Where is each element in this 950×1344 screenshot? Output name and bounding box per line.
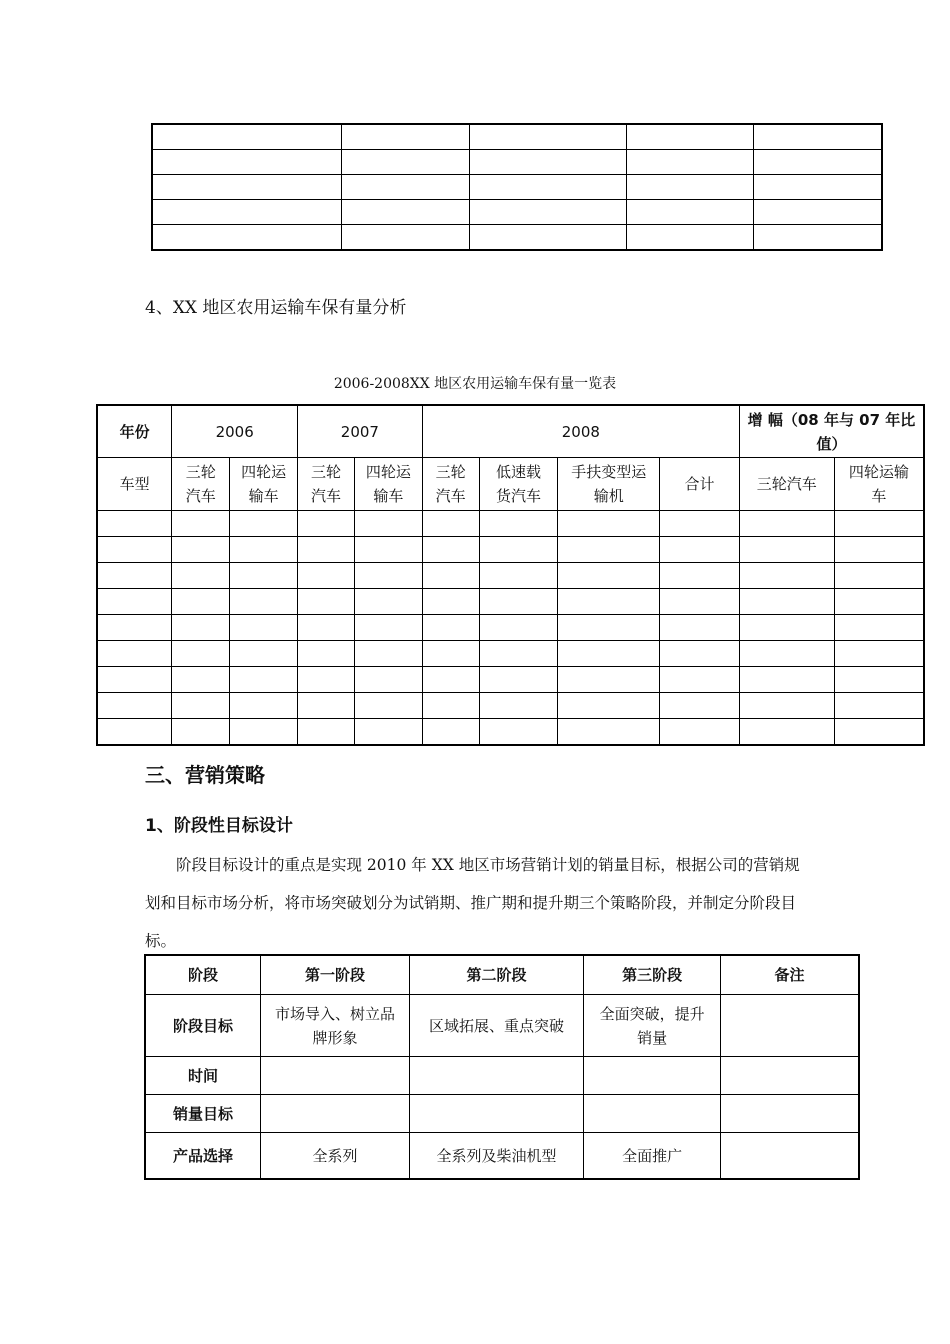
table-cell [627, 200, 754, 225]
table-cell [753, 175, 882, 200]
table-cell [469, 150, 627, 175]
vehicle-type-text: 输车 [373, 487, 404, 505]
year-2008-cell: 2008 [422, 405, 739, 458]
table-cell [660, 693, 740, 719]
table-cell [739, 641, 834, 667]
table-cell [298, 615, 355, 641]
stage-cell [720, 1133, 859, 1180]
table-row [97, 719, 924, 746]
table-cell [422, 589, 479, 615]
table-row [97, 615, 924, 641]
table-cell [172, 693, 230, 719]
table-cell [469, 200, 627, 225]
vehicle-type-text: 三轮 [310, 463, 341, 481]
table-cell [230, 641, 298, 667]
table-cell [298, 641, 355, 667]
table-cell [354, 719, 422, 746]
table-cell [834, 641, 924, 667]
table-cell [834, 667, 924, 693]
table-cell [422, 537, 479, 563]
table-cell [152, 200, 341, 225]
table-cell [298, 537, 355, 563]
table-cell [172, 667, 230, 693]
vehicle-type-text: 汽车 [435, 487, 466, 505]
paragraph-stage-goals: 阶段目标设计的重点是实现 2010 年 XX 地区市场营销计划的销量目标，根据公司的营销规划和目标市场分析，将市场突破划分为试销期、推广期和提升期三个策略阶段，并制定分阶段目标。 [145, 856, 800, 950]
table-row [152, 150, 882, 175]
table-cell [341, 150, 469, 175]
table-cell [422, 693, 479, 719]
table-cell [172, 511, 230, 537]
inventory-header-row [97, 405, 924, 458]
stage-cell [720, 1057, 859, 1095]
stage-cell [720, 995, 859, 1057]
table-cell [97, 511, 172, 537]
table-cell [97, 667, 172, 693]
vehicle-type-text: 四轮运 [241, 463, 287, 481]
table-cell [753, 150, 882, 175]
vehicle-type-label-cell: 车型 [97, 458, 172, 511]
vehicle-type-text: 低速载 [496, 463, 542, 481]
table-cell [660, 511, 740, 537]
vehicle-type-cell [739, 458, 834, 511]
table-cell [354, 641, 422, 667]
table-cell [422, 719, 479, 746]
table-cell [230, 563, 298, 589]
table-cell [558, 719, 660, 746]
section-heading-4: 4、XX 地区农用运输车保有量分析 [145, 298, 407, 318]
year-2006-cell: 2006 [172, 405, 298, 458]
table-cell [660, 563, 740, 589]
table-row [97, 511, 924, 537]
table-cell [558, 693, 660, 719]
table-cell [172, 537, 230, 563]
empty-table-top-body [152, 124, 882, 250]
table-cell [354, 615, 422, 641]
table-cell [753, 200, 882, 225]
table-cell [230, 667, 298, 693]
table-cell [660, 615, 740, 641]
table-cell [479, 589, 558, 615]
vehicle-type-cell [558, 458, 660, 511]
vehicle-type-text: 车 [871, 487, 887, 505]
subsection-title-stage-goals: 1、阶段性目标设计 [145, 816, 293, 836]
vehicle-type-cell [479, 458, 558, 511]
inventory-table [96, 404, 925, 746]
table-cell [739, 615, 834, 641]
stage-header-cell: 备注 [720, 955, 859, 995]
table-cell [172, 719, 230, 746]
table-cell [172, 563, 230, 589]
table-cell [341, 175, 469, 200]
stage-cell [261, 1057, 410, 1095]
vehicle-type-text: 汽车 [185, 487, 216, 505]
stage-cell [261, 1095, 410, 1133]
table-row [97, 537, 924, 563]
table-cell [469, 225, 627, 251]
table-cell [469, 124, 627, 150]
table-cell [627, 175, 754, 200]
table-cell [739, 537, 834, 563]
table-cell [469, 175, 627, 200]
table-cell [660, 537, 740, 563]
table-cell [739, 693, 834, 719]
table-cell [422, 667, 479, 693]
table-cell [172, 615, 230, 641]
stage-cell [409, 1095, 583, 1133]
table-row [152, 200, 882, 225]
stage-cell [584, 1057, 721, 1095]
table-cell [172, 589, 230, 615]
stage-cell [409, 1057, 583, 1095]
table-cell [152, 124, 341, 150]
vehicle-type-text: 三轮汽车 [756, 475, 817, 493]
table-cell [479, 563, 558, 589]
stage-cell [584, 1095, 721, 1133]
table-cell [479, 615, 558, 641]
vehicle-type-cell [660, 458, 740, 511]
table-row [97, 667, 924, 693]
table-cell [739, 511, 834, 537]
table-cell [97, 719, 172, 746]
vehicle-type-cell [298, 458, 355, 511]
stage-header-row [145, 955, 859, 995]
table-cell [97, 615, 172, 641]
table-cell [627, 124, 754, 150]
table-cell [479, 667, 558, 693]
table-cell [834, 537, 924, 563]
table-cell [298, 511, 355, 537]
table-cell [152, 150, 341, 175]
vehicle-type-cell [422, 458, 479, 511]
section-title-marketing: 三、营销策略 [145, 763, 265, 787]
table-cell [753, 124, 882, 150]
table-cell [479, 719, 558, 746]
table-caption: 2006-2008XX 地区农用运输车保有量一览表 [333, 376, 617, 392]
table-cell [558, 563, 660, 589]
table-cell [834, 615, 924, 641]
table-cell [97, 537, 172, 563]
stage-cell: 全系列 [261, 1133, 410, 1180]
vehicle-type-text: 三轮 [185, 463, 216, 481]
empty-table-top [151, 123, 883, 251]
table-row [152, 175, 882, 200]
stage-cell: 全系列及柴油机型 [409, 1133, 583, 1180]
table-cell [354, 563, 422, 589]
vehicle-type-text: 三轮 [435, 463, 466, 481]
table-cell [834, 589, 924, 615]
table-cell [834, 563, 924, 589]
table-cell [739, 667, 834, 693]
table-cell [230, 693, 298, 719]
table-cell [558, 537, 660, 563]
table-cell [558, 589, 660, 615]
table-cell [479, 537, 558, 563]
stage-header-cell: 阶段 [145, 955, 261, 995]
vehicle-type-text: 合计 [684, 475, 715, 493]
table-cell [172, 641, 230, 667]
table-cell [152, 225, 341, 251]
stage-cell: 全面推广 [584, 1133, 721, 1180]
vehicle-type-text: 四轮运输 [848, 463, 909, 481]
vehicle-type-text: 输车 [248, 487, 279, 505]
stage-cell: 市场导入、树立品牌形象 [261, 995, 410, 1057]
table-cell [230, 537, 298, 563]
table-cell [753, 225, 882, 251]
growth-cell: 增 幅（08 年与 07 年比值） [739, 405, 924, 458]
table-row [97, 693, 924, 719]
table-cell [558, 667, 660, 693]
vehicle-type-cell [834, 458, 924, 511]
table-cell [834, 511, 924, 537]
table-cell [739, 589, 834, 615]
year-label-cell: 年份 [97, 405, 172, 458]
stage-row-time [145, 1057, 859, 1095]
table-row [97, 589, 924, 615]
table-cell [479, 511, 558, 537]
table-cell [152, 175, 341, 200]
stage-target-table [144, 954, 860, 1180]
table-cell [834, 693, 924, 719]
table-cell [298, 563, 355, 589]
vehicle-type-text: 汽车 [310, 487, 341, 505]
table-cell [298, 693, 355, 719]
table-cell [558, 511, 660, 537]
table-cell [558, 615, 660, 641]
table-cell [354, 693, 422, 719]
table-cell [422, 641, 479, 667]
stage-header-cell: 第一阶段 [261, 955, 410, 995]
table-cell [660, 641, 740, 667]
table-cell [422, 511, 479, 537]
stage-row-product [145, 1133, 859, 1180]
table-cell [341, 225, 469, 251]
table-cell [479, 641, 558, 667]
table-cell [230, 589, 298, 615]
table-row [152, 124, 882, 150]
table-row [97, 641, 924, 667]
table-cell [97, 563, 172, 589]
vehicle-type-cell [354, 458, 422, 511]
row-label-cell: 销量目标 [145, 1095, 261, 1133]
table-cell [660, 589, 740, 615]
table-cell [97, 693, 172, 719]
stage-cell: 区域拓展、重点突破 [409, 995, 583, 1057]
row-label-cell: 产品选择 [145, 1133, 261, 1180]
table-cell [660, 667, 740, 693]
table-cell [834, 719, 924, 746]
vehicle-type-text: 货汽车 [496, 487, 542, 505]
table-cell [739, 563, 834, 589]
table-cell [341, 124, 469, 150]
stage-header-cell: 第三阶段 [584, 955, 721, 995]
table-row [152, 225, 882, 251]
table-cell [739, 719, 834, 746]
table-cell [479, 693, 558, 719]
vehicle-type-cell [172, 458, 230, 511]
table-cell [627, 150, 754, 175]
table-cell [230, 511, 298, 537]
vehicle-type-cell [230, 458, 298, 511]
stage-row-sales-target [145, 1095, 859, 1133]
table-cell [298, 719, 355, 746]
table-cell [298, 589, 355, 615]
year-2007-cell: 2007 [298, 405, 423, 458]
vehicle-type-text: 四轮运 [365, 463, 411, 481]
stage-row-goal [145, 995, 859, 1057]
inventory-subheader-row [97, 458, 924, 511]
table-cell [97, 589, 172, 615]
table-cell [97, 641, 172, 667]
table-row [97, 563, 924, 589]
stage-header-cell: 第二阶段 [409, 955, 583, 995]
table-cell [354, 511, 422, 537]
table-cell [230, 615, 298, 641]
row-label-cell: 阶段目标 [145, 995, 261, 1057]
vehicle-type-text: 输机 [593, 487, 624, 505]
table-cell [422, 615, 479, 641]
table-cell [354, 667, 422, 693]
table-cell [660, 719, 740, 746]
table-cell [558, 641, 660, 667]
stage-cell [720, 1095, 859, 1133]
vehicle-type-text: 手扶变型运 [571, 463, 647, 481]
table-cell [422, 563, 479, 589]
table-cell [298, 667, 355, 693]
stage-cell: 全面突破，提升销量 [584, 995, 721, 1057]
table-cell [230, 719, 298, 746]
table-cell [354, 537, 422, 563]
table-cell [627, 225, 754, 251]
row-label-cell: 时间 [145, 1057, 261, 1095]
table-cell [354, 589, 422, 615]
table-cell [341, 200, 469, 225]
